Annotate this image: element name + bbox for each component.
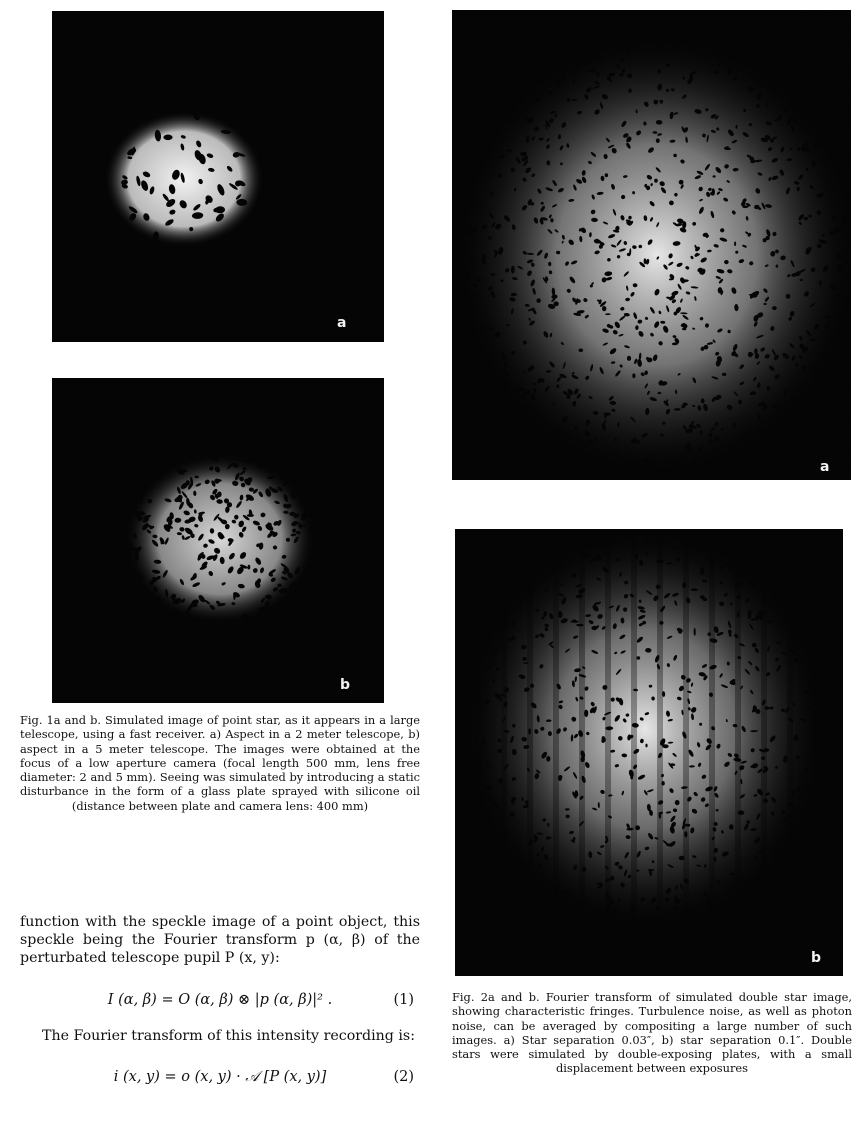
equation-2-number: (2): [393, 1069, 414, 1085]
figure-2b-label: b: [811, 950, 822, 966]
equation-1-number: (1): [393, 992, 414, 1008]
equation-1-body: I (α, β) = O (α, β) ⊗ |p (α, β)|² .: [107, 992, 333, 1008]
equation-2: [20, 1067, 420, 1087]
equation-2-body: i (x, y) = o (x, y) · 𝒜 [P (x, y)]: [113, 1069, 327, 1085]
figure-1a-speckle-image: [52, 11, 384, 342]
figure-2-caption: Fig. 2a and b. Fourier transform of simulated double star image, showing characteristic fringes. Turbulence noise, as well as photon noise, can be averaged by compositing a large number of such images. a) Star separation 0.03″, b) star separation 0.1″. Double stars were simulated by double-exposing plates, with a small displacement between exposures: [452, 990, 852, 1076]
figure-2b-panel: [455, 529, 843, 976]
figure-2a-fringe-image: [452, 10, 851, 480]
figure-2a-panel: [452, 10, 851, 480]
figure-1-caption: Fig. 1a and b. Simulated image of point star, as it appears in a large telescope, using a fast receiver. a) Aspect in a 2 meter telescope, b) aspect in a 5 meter telescope. The images were obtained at the focus of a low aperture camera (focal length 500 mm, lens free diameter: 2 and 5 mm). Seeing was simulated by introducing a static disturbance in the form of a glass plate sprayed with silicone oil (distance between plate and camera lens: 400 mm): [20, 713, 420, 813]
figure-1b-panel: [52, 378, 384, 703]
figure-1a-panel: [52, 11, 384, 342]
body-paragraph-1: function with the speckle image of a point object, this speckle being the Fourier transform p (α, β) of the perturbated telescope pupil P (x, y):: [20, 914, 420, 966]
figure-1b-speckle-image: [52, 378, 384, 703]
figure-1b-label: b: [340, 677, 351, 693]
figure-2a-label: a: [820, 459, 830, 475]
body-paragraph-2: The Fourier transform of this intensity recording is:: [42, 1028, 415, 1044]
figure-2b-fringe-image: [455, 529, 843, 976]
equation-1: [20, 990, 420, 1010]
figure-1a-label: a: [337, 315, 347, 331]
